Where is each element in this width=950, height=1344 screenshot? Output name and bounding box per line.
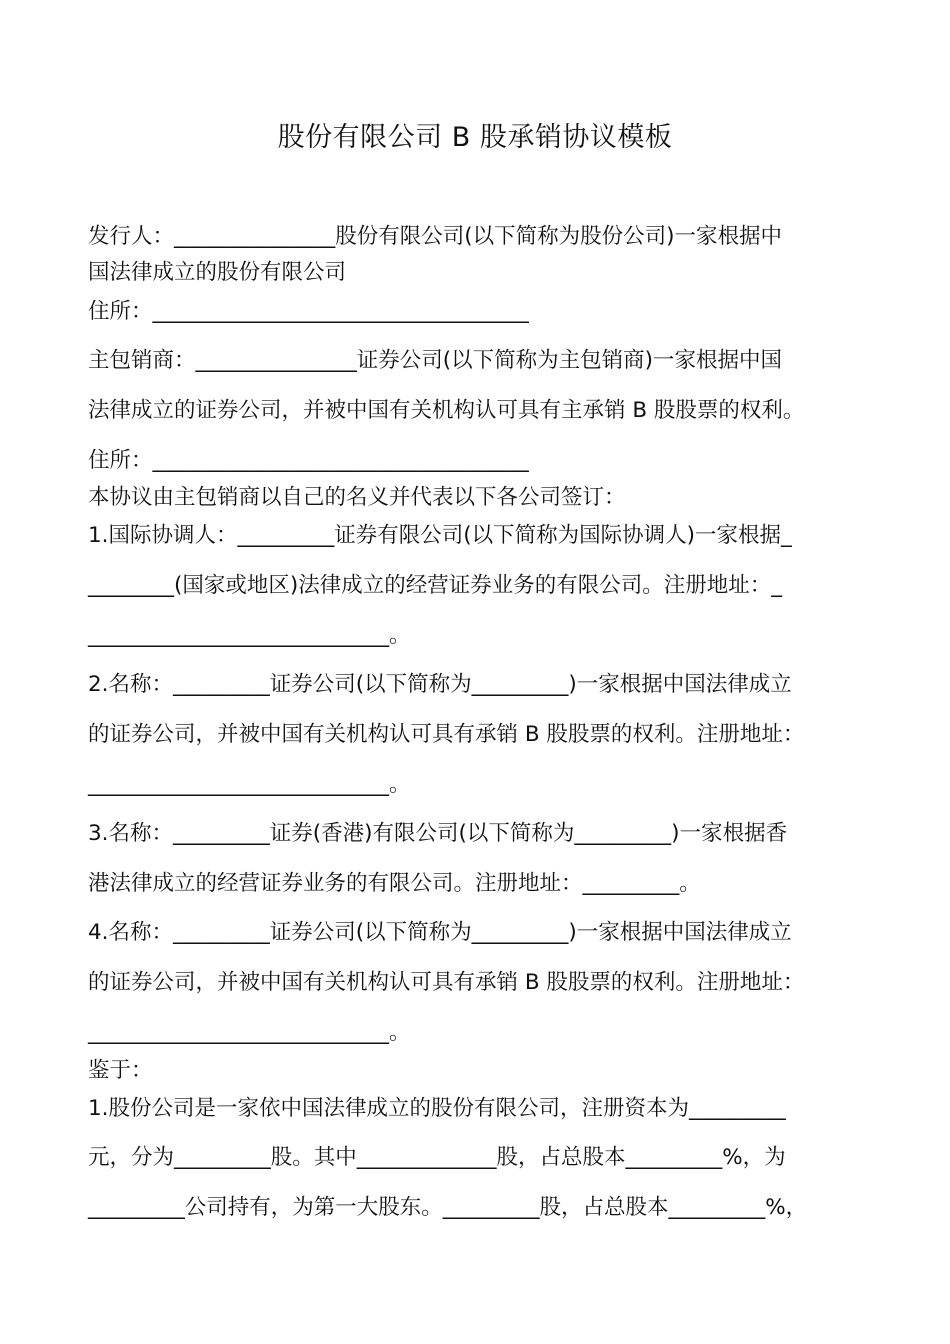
party-4-line-2: 的证券公司，并被中国有关机构认可具有承销 B 股股票的权利。注册地址：: [88, 970, 805, 995]
whereas-1-line-2: 元，分为_________股。其中_____________股，占总股本_________%，为: [88, 1145, 786, 1170]
party-3-line-1: 3.名称：_________证券(香港)有限公司(以下简称为_________)一家根据香: [88, 821, 788, 846]
party-4-line-3: ____________________________。: [88, 1020, 411, 1045]
party-2-line-1: 2.名称：_________证券公司(以下简称为_________)一家根据中国法律成立: [88, 672, 792, 697]
issuer-line-1: 发行人：_______________股份有限公司(以下简称为股份公司)一家根据中: [88, 224, 783, 249]
issuer-line-2: 国法律成立的股份有限公司: [88, 260, 347, 285]
lead-underwriter-address-line: 住所：___________________________________: [88, 448, 529, 473]
whereas-heading: 鉴于：: [88, 1058, 153, 1083]
document-title: 股份有限公司 B 股承销协议模板: [277, 122, 673, 153]
party-1-line-2: ________(国家或地区)法律成立的经营证券业务的有限公司。注册地址：_: [88, 573, 783, 598]
whereas-1-line-3: _________公司持有，为第一大股东。_________股，占总股本_________%，: [88, 1195, 808, 1220]
party-4-line-1: 4.名称：_________证券公司(以下简称为_________)一家根据中国法律成立: [88, 920, 792, 945]
signing-statement-line: 本协议由主包销商以自己的名义并代表以下各公司签订：: [88, 485, 626, 510]
party-1-line-1: 1.国际协调人：_________证券有限公司(以下简称为国际协调人)一家根据_: [88, 523, 792, 548]
party-2-line-3: ____________________________。: [88, 772, 411, 797]
party-3-line-2: 港法律成立的经营证券业务的有限公司。注册地址：_________。: [88, 871, 701, 896]
party-1-line-3: ____________________________。: [88, 623, 411, 648]
lead-underwriter-line-2: 法律成立的证券公司，并被中国有关机构认可具有主承销 B 股股票的权利。: [88, 398, 805, 423]
whereas-1-line-1: 1.股份公司是一家依中国法律成立的股份有限公司，注册资本为_________: [88, 1096, 786, 1121]
party-2-line-2: 的证券公司，并被中国有关机构认可具有承销 B 股股票的权利。注册地址：: [88, 722, 805, 747]
issuer-address-line: 住所：___________________________________: [88, 299, 529, 324]
lead-underwriter-line-1: 主包销商：_______________证券公司(以下简称为主包销商)一家根据中国: [88, 348, 783, 373]
